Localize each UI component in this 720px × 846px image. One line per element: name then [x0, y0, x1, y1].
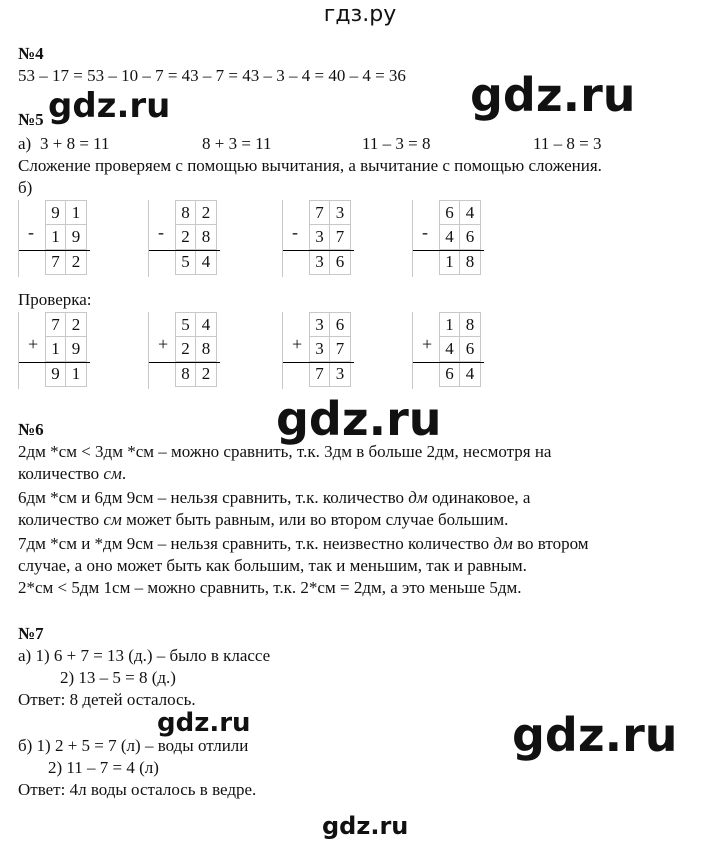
operator-sign: - [422, 222, 428, 242]
digit-cell: 2 [66, 312, 87, 337]
task5-note: Сложение проверяем с помощью вычитания, а вычитание с помощью сложения. [18, 156, 602, 175]
column-border [412, 200, 413, 277]
digit-cell: 6 [439, 200, 460, 225]
task6-line [18, 578, 521, 598]
task6-line [18, 488, 530, 508]
digit-cell: 3 [309, 225, 330, 250]
digit-cell: 1 [66, 362, 87, 387]
digit-cell: 6 [460, 337, 481, 362]
task6-line [18, 442, 551, 462]
digit-cell: 3 [330, 200, 351, 225]
result-line [18, 362, 90, 363]
task6-line-text: 2дм *см < 3дм *см – можно сравнить, т.к. 3дм в больше 2дм, несмотря на [18, 442, 552, 461]
operator-sign: + [158, 334, 169, 354]
column-calc [148, 198, 218, 278]
column-border [412, 312, 413, 389]
digit-cell: 7 [45, 250, 66, 275]
digit-cell: 2 [66, 250, 87, 275]
digit-cell: 4 [196, 312, 217, 337]
digit-cell: 1 [439, 312, 460, 337]
digit-cell: 8 [460, 250, 481, 275]
column-calc [412, 310, 482, 390]
operator-sign: - [292, 222, 298, 242]
digit-cell: 8 [196, 225, 217, 250]
digit-cell: 7 [309, 200, 330, 225]
column-calc [282, 310, 352, 390]
watermark: gdz.ru [322, 812, 409, 840]
column-border [282, 312, 283, 389]
column-border [282, 200, 283, 277]
digit-cell: 4 [439, 225, 460, 250]
task5-a-eq: 11 – 8 = 3 [533, 134, 602, 153]
digit-cell: 4 [439, 337, 460, 362]
digit-cell: 8 [460, 312, 481, 337]
operator-sign: - [28, 222, 34, 242]
digit-cell: 1 [66, 200, 87, 225]
digit-cell: 9 [66, 337, 87, 362]
task6-title: №6 [18, 420, 44, 439]
digit-cell: 6 [330, 250, 351, 275]
task7-b-answer: Ответ: 4л воды осталось в ведре. [18, 780, 257, 799]
digit-cell: 3 [309, 312, 330, 337]
digit-cell: 2 [196, 200, 217, 225]
task5-b-label: б) [18, 178, 33, 197]
digit-cell: 7 [330, 337, 351, 362]
task6-line [18, 534, 589, 554]
digit-cell: 8 [175, 200, 196, 225]
digit-cell: 7 [309, 362, 330, 387]
digit-cell: 6 [460, 225, 481, 250]
result-line [412, 362, 484, 363]
digit-cell: 4 [196, 250, 217, 275]
digit-cell: 4 [460, 362, 481, 387]
column-calc [18, 198, 88, 278]
digit-cell: 2 [175, 225, 196, 250]
digit-cell: 8 [175, 362, 196, 387]
column-calc [412, 198, 482, 278]
digit-cell: 3 [309, 337, 330, 362]
column-calc [148, 310, 218, 390]
task6-line [18, 510, 508, 530]
digit-cell: 6 [439, 362, 460, 387]
check-label: Проверка: [18, 290, 92, 309]
result-line [148, 250, 220, 251]
task5-title: №5 [18, 110, 44, 129]
digit-cell: 7 [330, 225, 351, 250]
task4-title: №4 [18, 44, 44, 63]
task6-line-text: случае, а оно может быть как большим, так и меньшим, так и равным. [18, 556, 527, 575]
task5-a-label: а) [18, 134, 32, 153]
watermark: gdz.ru [276, 392, 442, 446]
column-calc [282, 198, 352, 278]
digit-cell: 5 [175, 312, 196, 337]
digit-cell: 1 [45, 337, 66, 362]
digit-cell: 6 [330, 312, 351, 337]
digit-cell: 5 [175, 250, 196, 275]
result-line [282, 362, 354, 363]
digit-cell: 4 [460, 200, 481, 225]
result-line [282, 250, 354, 251]
column-border [18, 200, 19, 277]
digit-cell: 3 [330, 362, 351, 387]
task6-line-text: 6дм *см и 6дм 9см – нельзя сравнить, т.к. количество дм одинаковое, а [18, 488, 531, 507]
digit-cell: 1 [45, 225, 66, 250]
operator-sign: - [158, 222, 164, 242]
digit-cell: 2 [196, 362, 217, 387]
task7-b2: 2) 11 – 7 = 4 (л) [48, 758, 159, 777]
site-header: гдз.ру [323, 2, 397, 27]
digit-cell: 9 [66, 225, 87, 250]
digit-cell: 1 [439, 250, 460, 275]
watermark: gdz.ru [157, 708, 251, 738]
task6-line-text: 2*см < 5дм 1см – можно сравнить, т.к. 2*см = 2дм, а это меньше 5дм. [18, 578, 522, 597]
digit-cell: 7 [45, 312, 66, 337]
watermark: gdz.ru [512, 708, 678, 762]
task6-line [18, 556, 527, 576]
task5-a-eq: 3 + 8 = 11 [40, 134, 110, 153]
operator-sign: + [422, 334, 433, 354]
task7-title: №7 [18, 624, 44, 643]
result-line [412, 250, 484, 251]
operator-sign: + [28, 334, 39, 354]
digit-cell: 9 [45, 200, 66, 225]
task7-a-answer: Ответ: 8 детей осталось. [18, 690, 196, 709]
task7-a2: 2) 13 – 5 = 8 (д.) [60, 668, 176, 687]
column-border [18, 312, 19, 389]
watermark: gdz.ru [470, 68, 636, 122]
column-calc [18, 310, 88, 390]
task4-line: 53 – 17 = 53 – 10 – 7 = 43 – 7 = 43 – 3 – 4 = 40 – 4 = 36 [18, 66, 406, 85]
task6-line-text: количество см может быть равным, или во втором случае большим. [18, 510, 509, 529]
task7-b1: б) 1) 2 + 5 = 7 (л) – воды отлили [18, 736, 249, 755]
digit-cell: 2 [175, 337, 196, 362]
result-line [148, 362, 220, 363]
column-border [148, 312, 149, 389]
task6-line-text: количество см. [18, 464, 127, 483]
operator-sign: + [292, 334, 303, 354]
result-line [18, 250, 90, 251]
digit-cell: 3 [309, 250, 330, 275]
task7-a1: а) 1) 6 + 7 = 13 (д.) – было в классе [18, 646, 271, 665]
watermark: gdz.ru [48, 86, 171, 126]
digit-cell: 9 [45, 362, 66, 387]
digit-cell: 8 [196, 337, 217, 362]
task5-a-eq: 8 + 3 = 11 [202, 134, 272, 153]
task6-line-text: 7дм *см и *дм 9см – нельзя сравнить, т.к. неизвестно количество дм во втором [18, 534, 589, 553]
task6-line [18, 464, 126, 484]
task5-a-eq: 11 – 3 = 8 [362, 134, 431, 153]
column-border [148, 200, 149, 277]
